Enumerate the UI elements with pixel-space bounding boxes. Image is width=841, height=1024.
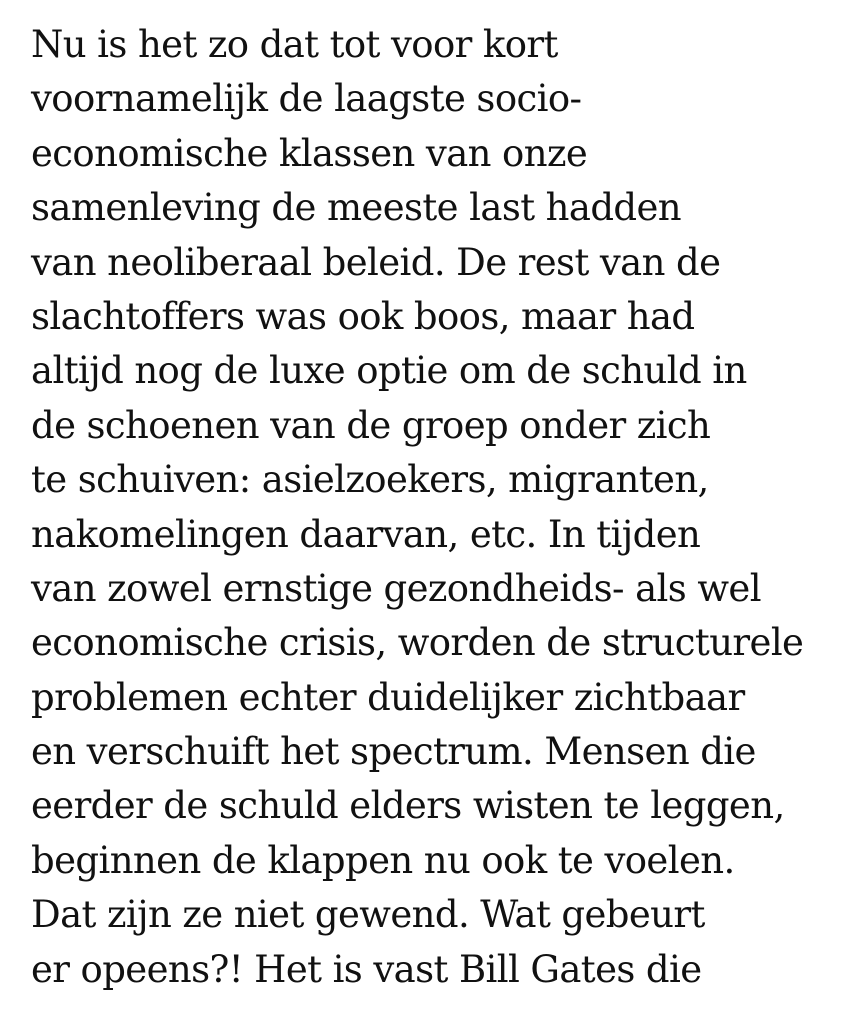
- text-line: problemen echter duidelijker zichtbaar: [31, 675, 745, 719]
- text-line: nakomelingen daarvan, etc. In tijden: [31, 512, 701, 556]
- text-line: slachtoffers was ook boos, maar had: [31, 294, 695, 338]
- text-line: voornamelijk de laagste socio-: [31, 77, 582, 121]
- text-line: Dat zijn ze niet gewend. Wat gebeurt: [31, 893, 705, 937]
- text-line: de schoenen van de groep onder zich: [31, 403, 711, 447]
- text-line: van zowel ernstige gezondheids- als wel: [31, 566, 761, 610]
- text-line: beginnen de klappen nu ook te voelen.: [31, 838, 735, 882]
- text-line: en verschuift het spectrum. Mensen die: [31, 730, 756, 774]
- text-line: eerder de schuld elders wisten te leggen,: [31, 784, 785, 828]
- text-line: er opeens?! Het is vast Bill Gates die: [31, 947, 702, 991]
- text-line: van neoliberaal beleid. De rest van de: [31, 240, 721, 284]
- text-line: altijd nog de luxe optie om de schuld in: [31, 349, 747, 393]
- text-line: economische klassen van onze: [31, 131, 588, 175]
- text-line: te schuiven: asielzoekers, migranten,: [31, 458, 709, 502]
- text-line: Nu is het zo dat tot voor kort: [31, 23, 558, 66]
- text-line: samenleving de meeste last hadden: [31, 186, 682, 230]
- text-line: economische crisis, worden de structurele: [31, 621, 804, 665]
- body-paragraph: [31, 18, 831, 997]
